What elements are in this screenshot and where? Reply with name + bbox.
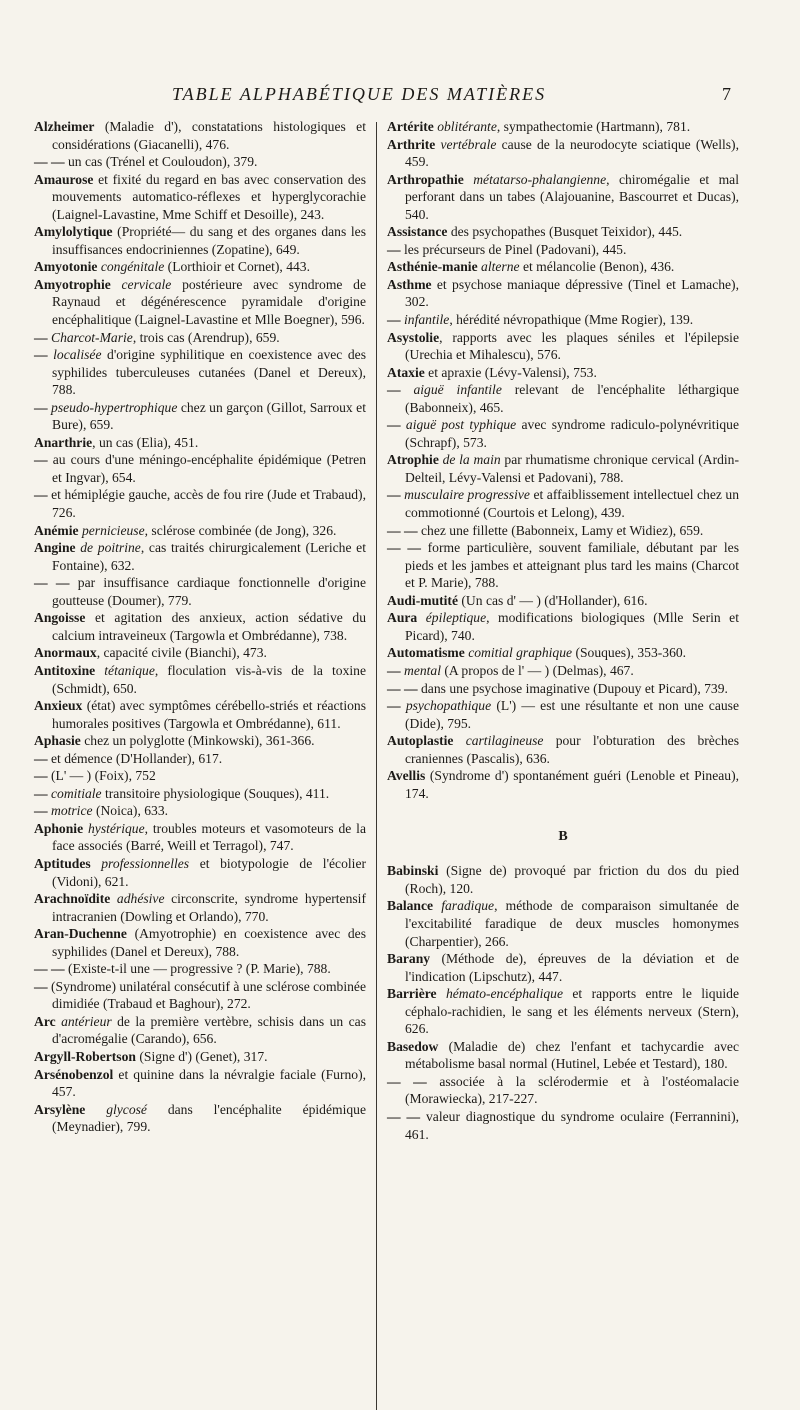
index-entry bbox=[387, 381, 739, 416]
index-entry bbox=[34, 767, 366, 785]
entry-headword: Arthrite bbox=[387, 136, 436, 152]
entry-headword: Anxieux bbox=[34, 698, 83, 714]
entry-headword: Artérite bbox=[387, 119, 434, 134]
entry-headword: Angoisse bbox=[34, 610, 86, 626]
running-head bbox=[0, 84, 800, 108]
entry-text: (Maladie d'), constatations histologiques et considérations (Giacanelli), 476. bbox=[52, 119, 366, 152]
index-entry bbox=[34, 522, 366, 540]
index-entry bbox=[34, 925, 366, 960]
entry-headword: Basedow bbox=[387, 1038, 439, 1054]
entry-text: (Signe de) provoqué par friction du dos du pied (Roch), 120. bbox=[405, 863, 739, 896]
entry-headword: — bbox=[34, 329, 48, 345]
index-entry bbox=[34, 574, 366, 609]
entry-qualifier: comitial graphique bbox=[468, 645, 573, 661]
entry-headword: Amyotrophie bbox=[34, 276, 111, 292]
index-entry bbox=[34, 697, 366, 732]
entry-qualifier: psychopathique bbox=[405, 698, 492, 714]
index-entry bbox=[387, 364, 739, 382]
index-entry bbox=[387, 258, 739, 276]
entry-qualifier: pernicieuse bbox=[81, 522, 145, 538]
entry-text: (L' — ) (Foix), 752 bbox=[51, 768, 156, 784]
index-entry bbox=[34, 978, 366, 1013]
index-entry bbox=[387, 1108, 739, 1143]
entry-qualifier: professionnelles bbox=[101, 855, 190, 871]
index-entry bbox=[34, 644, 366, 662]
entry-qualifier: épileptique bbox=[425, 610, 487, 626]
entry-headword: Arc bbox=[34, 1013, 56, 1029]
index-entry bbox=[387, 662, 739, 680]
entry-text: et hémiplégie gauche, accès de fou rire (Jude et Trabaud), 726. bbox=[51, 487, 366, 521]
entry-headword: — — bbox=[34, 961, 65, 977]
entry-headword: Arthropathie bbox=[387, 171, 464, 187]
entry-qualifier: hémato-encéphalique bbox=[445, 986, 563, 1002]
entry-headword: Asthme bbox=[387, 276, 432, 292]
entry-text: de la première vertèbre, schisis dans un cas d'acromégalie (Carando), 656. bbox=[52, 1013, 366, 1047]
entry-qualifier: alterne bbox=[481, 259, 520, 275]
index-entry bbox=[34, 1048, 366, 1066]
index-entry bbox=[34, 118, 366, 153]
entry-text: (Amyotrophie) en coexistence avec des syphilides (Danel et Dereux), 788. bbox=[52, 926, 367, 959]
entry-text: (Noica), 633. bbox=[95, 803, 169, 819]
entry-headword: Aura bbox=[387, 610, 418, 626]
page-number: 7 bbox=[722, 84, 731, 104]
entry-headword: — bbox=[34, 768, 48, 784]
entry-text: (L') — est une résultante et non une cause (Dide), 795. bbox=[405, 698, 739, 731]
entry-qualifier: cartilagineuse bbox=[465, 733, 544, 749]
entry-headword: — bbox=[34, 452, 48, 468]
index-entry bbox=[34, 732, 366, 750]
index-entry bbox=[34, 662, 366, 697]
entry-headword: — bbox=[34, 803, 48, 819]
index-entry bbox=[387, 136, 739, 171]
entry-text: et démence (D'Hollander), 617. bbox=[51, 750, 223, 766]
entry-qualifier: vertébrale bbox=[440, 136, 497, 152]
entry-qualifier: comitiale bbox=[51, 785, 102, 801]
index-entry bbox=[34, 153, 366, 171]
entry-qualifier: oblitérante bbox=[437, 119, 497, 134]
entry-qualifier: musculaire progressive bbox=[404, 487, 530, 503]
entry-text: (Un cas d' — ) (d'Hollander), 616. bbox=[461, 592, 648, 608]
entry-headword: — — bbox=[387, 1073, 427, 1089]
entry-text: avec syndrome radiculo-polynévritique (Schrapf), 573. bbox=[405, 417, 739, 450]
index-entry bbox=[34, 258, 366, 276]
entry-text: d'origine syphilitique en coexistence avec des syphilides tuberculeuses cutanées (Danel et Dereux), 788. bbox=[52, 347, 367, 398]
entry-text: , cas traités chirurgicalement (Leriche et Fontaine), 632. bbox=[52, 540, 366, 573]
entry-headword: Aptitudes bbox=[34, 855, 91, 871]
entry-headword: Babinski bbox=[387, 863, 439, 879]
entry-text: (Maladie de) chez l'enfant et tachycardie avec métabolisme basal normal (Hutinel, Lebée et Testard), 180. bbox=[405, 1038, 740, 1072]
column-divider bbox=[376, 122, 377, 1410]
entry-text: cause de la neurodocyte sciatique (Wells), 459. bbox=[405, 136, 739, 170]
index-entry bbox=[387, 897, 739, 950]
entry-headword: — — bbox=[387, 522, 418, 538]
index-entry bbox=[387, 486, 739, 521]
entry-text: et quinine dans la névralgie faciale (Furno), 457. bbox=[52, 1066, 367, 1100]
entry-text: (Signe d') (Genet), 317. bbox=[139, 1048, 268, 1064]
index-entry bbox=[34, 1101, 366, 1136]
entry-text: (Souques), 353-360. bbox=[575, 645, 687, 661]
entry-text: et agitation des anxieux, action sédative du calcium intraveineux (Targowla et Ombrédanne), 738. bbox=[52, 610, 366, 643]
entry-headword: — bbox=[387, 417, 401, 433]
entry-headword: Alzheimer bbox=[34, 119, 95, 134]
entry-headword: — bbox=[387, 698, 401, 714]
entry-text: dans l'encéphalite épidémique (Meynadier), 799. bbox=[52, 1101, 366, 1135]
entry-text: et psychose maniaque dépressive (Tinel et Lamache), 302. bbox=[405, 276, 739, 310]
index-entry bbox=[387, 680, 739, 698]
index-entry bbox=[34, 223, 366, 258]
entry-text: circonscrite, syndrome hypertensif intracranien (Dowling et Orlando), 770. bbox=[52, 891, 366, 924]
index-entry bbox=[387, 644, 739, 662]
index-entry bbox=[387, 609, 739, 644]
entry-text: (Syndrome d') spontanément guéri (Lenoble et Pineau), 174. bbox=[405, 768, 739, 801]
entry-headword: Automatisme bbox=[387, 645, 465, 661]
entry-headword: Angine bbox=[34, 540, 76, 556]
entry-headword: — bbox=[387, 662, 401, 678]
entry-qualifier: hystérique bbox=[87, 820, 145, 836]
entry-headword: — — bbox=[387, 540, 421, 556]
entry-headword: — bbox=[387, 487, 401, 503]
index-entry bbox=[387, 1073, 739, 1108]
index-entry bbox=[34, 276, 366, 329]
entry-text: relevant de l'encéphalite léthargique (Babonneix), 465. bbox=[405, 382, 739, 415]
entry-headword: — bbox=[387, 241, 401, 257]
index-entry bbox=[34, 750, 366, 768]
entry-headword: Aphonie bbox=[34, 820, 84, 836]
index-entry bbox=[34, 785, 366, 803]
entry-text: (Propriété— du sang et des organes dans les insuffisances endocriniennes (Zopatine), 649. bbox=[52, 224, 366, 257]
entry-text: , chiromégalie et mal perforant dans un tabes (Alajouanine, Bascourret et Ducas), 540. bbox=[405, 171, 739, 222]
index-entry bbox=[34, 890, 366, 925]
index-entry bbox=[387, 985, 739, 1038]
index-entry bbox=[34, 171, 366, 224]
entry-qualifier: glycosé bbox=[106, 1101, 147, 1117]
entry-text: , trois cas (Arendrup), 659. bbox=[132, 329, 280, 345]
index-entry bbox=[387, 1038, 739, 1073]
entry-text: dans une psychose imaginative (Dupouy et Picard), 739. bbox=[421, 680, 728, 696]
entry-text: , rapports avec les plaques séniles et l'épilepsie (Urechia et Mihalescu), 576. bbox=[405, 329, 739, 363]
entry-headword: — bbox=[34, 978, 48, 994]
entry-headword: — — bbox=[387, 1108, 421, 1124]
entry-qualifier: antérieur bbox=[61, 1013, 112, 1029]
entry-headword: — bbox=[34, 750, 48, 766]
index-entry bbox=[34, 399, 366, 434]
index-entry bbox=[387, 862, 739, 897]
entry-headword: Arachnoïdite bbox=[34, 891, 111, 907]
entry-qualifier: mental bbox=[404, 662, 441, 678]
entry-headword: — bbox=[34, 785, 48, 801]
entry-qualifier: aiguë post typhique bbox=[405, 417, 517, 433]
entry-text: , un cas (Elia), 451. bbox=[92, 434, 199, 450]
index-column-left bbox=[34, 118, 366, 1136]
entry-text: et rapports entre le liquide céphalo-rachidien, le sang et les éléments nerveux (Stern), 626. bbox=[405, 986, 739, 1037]
index-column-right bbox=[387, 118, 739, 1143]
entry-headword: Aran-Duchenne bbox=[34, 926, 127, 942]
entry-headword: Antitoxine bbox=[34, 662, 96, 678]
index-entry bbox=[34, 486, 366, 521]
entry-text: , sclérose combinée (de Jong), 326. bbox=[144, 522, 337, 538]
entry-text: , méthode de comparaison simultanée de l'excitabilité faradique de deux muscles homonymes (Charpentier), 266. bbox=[405, 898, 739, 949]
entry-text: chez un polyglotte (Minkowski), 361-366. bbox=[84, 733, 315, 749]
entry-qualifier: Charcot-Marie bbox=[51, 329, 133, 345]
index-entry bbox=[34, 960, 366, 978]
entry-text: et apraxie (Lévy-Valensi), 753. bbox=[428, 364, 597, 380]
index-entry bbox=[34, 329, 366, 347]
entry-headword: — bbox=[34, 399, 48, 415]
entry-text: postérieure avec syndrome de Raynaud et dégénérescence pyramidale d'origine encéphalitique (Laignel-Lavastine et Mlle Boegner), 596. bbox=[52, 276, 366, 328]
entry-text: au cours d'une méningo-encéphalite épidémique (Petren et Ingvar), 654. bbox=[52, 452, 366, 485]
running-title: TABLE ALPHABÉTIQUE DES MATIÈRES bbox=[172, 84, 547, 104]
index-entry bbox=[387, 329, 739, 364]
entry-headword: Autoplastie bbox=[387, 733, 454, 749]
entry-headword: Avellis bbox=[387, 768, 426, 784]
index-entry bbox=[387, 241, 739, 259]
entry-text: et fixité du regard en bas avec conservation des mouvements automatico-réflexes et hyperglycorachie (Laignel-Lavastine, Mme Schiff et Desoille), 243. bbox=[52, 171, 367, 222]
entry-qualifier: localisée bbox=[53, 347, 102, 363]
entry-text: les précurseurs de Pinel (Padovani), 445. bbox=[404, 241, 627, 257]
index-entry bbox=[34, 609, 366, 644]
index-entry bbox=[34, 539, 366, 574]
entry-text: transitoire physiologique (Souques), 411. bbox=[105, 785, 330, 801]
index-entry bbox=[34, 346, 366, 399]
entry-qualifier: faradique bbox=[441, 898, 495, 914]
entry-qualifier: pseudo-hypertrophique bbox=[51, 399, 178, 415]
entry-text: forme particulière, souvent familiale, débutant par les pieds et les jambes et atteignant plus tard les mains (Charcot et P. Marie), 788. bbox=[405, 540, 739, 591]
entry-text: (Méthode de), épreuves de la déviation et de l'indication (Lipschutz), 447. bbox=[405, 951, 739, 984]
entry-headword: Amyotonie bbox=[34, 259, 98, 275]
entry-text: , modifications biologiques (Mlle Serin et Picard), 740. bbox=[405, 610, 739, 643]
index-entry bbox=[387, 522, 739, 540]
entry-text: associée à la sclérodermie et à l'ostéomalacie (Morawiecka), 217-227. bbox=[405, 1073, 739, 1107]
entry-qualifier: adhésive bbox=[116, 891, 165, 907]
index-entry bbox=[387, 171, 739, 224]
entry-qualifier: motrice bbox=[51, 803, 93, 819]
entry-headword: Balance bbox=[387, 898, 434, 914]
index-entry bbox=[34, 820, 366, 855]
entry-headword: — — bbox=[34, 154, 65, 170]
index-entry bbox=[34, 802, 366, 820]
entry-headword: Assistance bbox=[387, 224, 448, 240]
entry-headword: — — bbox=[387, 680, 418, 696]
entry-text: des psychopathes (Busquet Teixidor), 445. bbox=[450, 224, 683, 240]
index-entry bbox=[387, 697, 739, 732]
entry-headword: Arsylène bbox=[34, 1101, 86, 1117]
index-entry bbox=[387, 223, 739, 241]
entry-qualifier: de poitrine bbox=[80, 540, 141, 556]
entry-headword: Audi-mutité bbox=[387, 592, 458, 608]
index-entry bbox=[34, 855, 366, 890]
index-entry bbox=[387, 416, 739, 451]
entry-qualifier: infantile bbox=[404, 312, 450, 328]
entry-text: (A propos de l' — ) (Delmas), 467. bbox=[444, 662, 634, 678]
entry-text: (Lorthioir et Cornet), 443. bbox=[167, 259, 310, 275]
index-entry bbox=[387, 311, 739, 329]
entry-qualifier: cervicale bbox=[121, 276, 172, 292]
entry-qualifier: de la main bbox=[442, 452, 501, 468]
entry-text: , floculation vis-à-vis de la toxine (Schmidt), 650. bbox=[52, 662, 366, 696]
index-entry bbox=[387, 592, 739, 610]
entry-qualifier: tétanique bbox=[104, 662, 155, 678]
entry-headword: Barany bbox=[387, 951, 431, 967]
entry-text: et biotypologie de l'écolier (Vidoni), 621. bbox=[52, 855, 367, 889]
entry-headword: Asthénie-manie bbox=[387, 259, 478, 275]
entry-text: (état) avec symptômes cérébello-striés et réactions humorales positives (Targowla et Ombrédanne), 611. bbox=[52, 698, 366, 731]
entry-text: valeur diagnostique du syndrome oculaire (Ferrannini), 461. bbox=[405, 1108, 739, 1142]
entry-text: (Syndrome) unilatéral consécutif à une sclérose combinée dimidiée (Trabaud et Baghour), 272. bbox=[51, 978, 366, 1012]
entry-headword: Anarthrie bbox=[34, 434, 93, 450]
index-entry bbox=[34, 1013, 366, 1048]
entry-headword: Barrière bbox=[387, 986, 437, 1002]
index-entry bbox=[387, 118, 739, 136]
index-entry bbox=[387, 276, 739, 311]
index-entry bbox=[387, 539, 739, 592]
index-entry bbox=[387, 451, 739, 486]
index-entry bbox=[34, 1066, 366, 1101]
entry-text: par insuffisance cardiaque fonctionnelle d'origine goutteuse (Doumer), 779. bbox=[52, 575, 367, 608]
entry-text: , sympathectomie (Hartmann), 781. bbox=[496, 119, 691, 134]
entry-headword: — — bbox=[34, 575, 70, 591]
entry-headword: Aphasie bbox=[34, 733, 81, 749]
entry-text: et mélancolie (Benon), 436. bbox=[522, 259, 675, 275]
entry-headword: Amaurose bbox=[34, 171, 94, 187]
entry-headword: — bbox=[34, 347, 48, 363]
entry-headword: Atrophie bbox=[387, 452, 439, 468]
entry-headword: — bbox=[34, 487, 48, 503]
entry-text: chez une fillette (Babonneix, Lamy et Widiez), 659. bbox=[421, 522, 704, 538]
entry-text: , capacité civile (Bianchi), 473. bbox=[96, 645, 267, 661]
entry-headword: — bbox=[387, 312, 401, 328]
entry-text: pour l'obturation des brèches craniennes (Pascalis), 636. bbox=[405, 733, 739, 766]
entry-text: , hérédité névropathique (Mme Rogier), 139. bbox=[449, 312, 694, 328]
entry-text: , troubles moteurs et vasomoteurs de la face associés (Barré, Weill et Terragol), 747. bbox=[52, 820, 366, 854]
entry-headword: Asystolie bbox=[387, 329, 440, 345]
entry-qualifier: aiguë infantile bbox=[413, 382, 502, 398]
entry-qualifier: métatarso-phalangienne bbox=[473, 171, 607, 187]
entry-headword: — bbox=[387, 382, 401, 398]
entry-headword: Amylolytique bbox=[34, 224, 113, 240]
section-letter: B bbox=[558, 829, 568, 845]
entry-headword: Ataxie bbox=[387, 364, 425, 380]
entry-qualifier: congénitale bbox=[100, 259, 165, 275]
entry-headword: Anormaux bbox=[34, 645, 97, 661]
entry-text: un cas (Trénel et Couloudon), 379. bbox=[68, 154, 258, 170]
index-entry bbox=[387, 732, 739, 767]
index-entry bbox=[387, 767, 739, 802]
entry-text: et affaiblissement intellectuel chez un commotionné (Courtois et Lelong), 439. bbox=[405, 487, 739, 521]
entry-text: chez un garçon (Gillot, Sarroux et Bure), 659. bbox=[52, 399, 366, 433]
entry-text: par rhumatisme chronique cervical (Ardin-Delteil, Lévy-Valensi et Padovani), 788. bbox=[405, 452, 739, 485]
entry-headword: Arsénobenzol bbox=[34, 1066, 114, 1082]
index-entry bbox=[34, 434, 366, 452]
entry-headword: Anémie bbox=[34, 522, 79, 538]
entry-text: (Existe-t-il une — progressive ? (P. Marie), 788. bbox=[68, 961, 331, 977]
entry-headword: Argyll-Robertson bbox=[34, 1048, 136, 1064]
index-entry bbox=[34, 451, 366, 486]
index-entry bbox=[387, 950, 739, 985]
